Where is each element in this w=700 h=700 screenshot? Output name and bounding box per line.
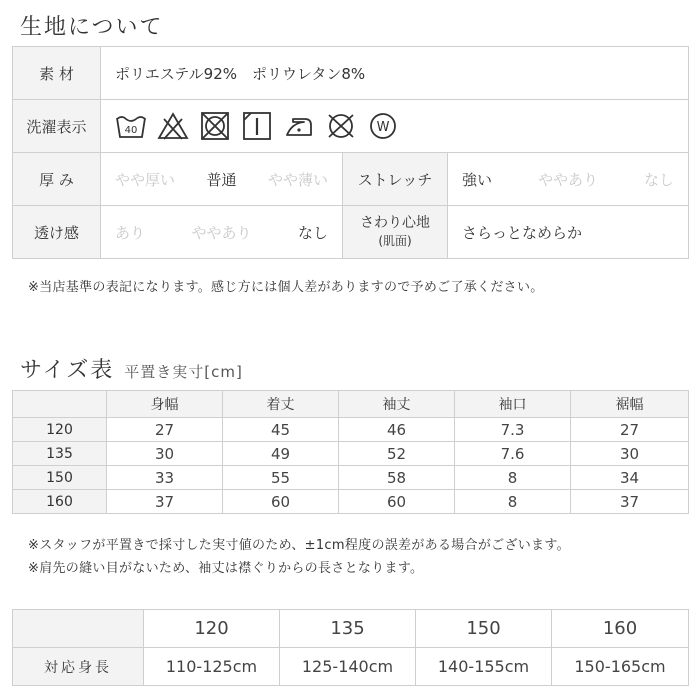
size-table-header-row xyxy=(13,391,689,418)
thickness-option: やや薄い xyxy=(267,170,328,189)
table-cell: 27 xyxy=(107,418,223,442)
thickness-label: 厚 み xyxy=(13,153,101,206)
stretch-option-selected: 強い xyxy=(462,170,493,189)
stretch-option: なし xyxy=(644,170,675,189)
table-cell: 30 xyxy=(571,442,689,466)
size-table xyxy=(12,390,689,514)
stretch-label: ストレッチ xyxy=(343,153,448,206)
table-cell: 52 xyxy=(339,442,455,466)
table-cell: 46 xyxy=(339,418,455,442)
row-size-label: 135 xyxy=(13,442,107,466)
no-bleach-icon xyxy=(157,110,189,142)
wash-40-icon xyxy=(115,110,147,142)
table-cell: 33 xyxy=(107,466,223,490)
fit-height-range: 125-140cm xyxy=(280,648,416,686)
no-tumble-dry-icon xyxy=(199,110,231,142)
transparency-label: 透け感 xyxy=(13,206,101,259)
fit-size-header: 135 xyxy=(280,610,416,648)
fit-size-header: 120 xyxy=(144,610,280,648)
table-cell: 45 xyxy=(223,418,339,442)
row-size-label: 160 xyxy=(13,490,107,514)
column-header: 身幅 xyxy=(107,391,223,418)
material-label: 素 材 xyxy=(13,47,101,100)
table-cell: 60 xyxy=(339,490,455,514)
thickness-option: やや厚い xyxy=(115,170,176,189)
size-section-subtitle: 平置き実寸[cm] xyxy=(124,363,243,381)
table-cell: 30 xyxy=(107,442,223,466)
row-size-label: 120 xyxy=(13,418,107,442)
fabric-section-title: 生地について xyxy=(20,15,164,40)
table-cell: 49 xyxy=(223,442,339,466)
column-header: 裾幅 xyxy=(571,391,689,418)
feel-label-line2: (肌面) xyxy=(378,234,412,248)
laundry-label: 洗濯表示 xyxy=(13,100,101,153)
column-header: 袖丈 xyxy=(339,391,455,418)
transparency-option-selected: なし xyxy=(297,223,328,242)
fit-size-row xyxy=(13,610,689,648)
table-cell: 60 xyxy=(223,490,339,514)
table-cell: 37 xyxy=(571,490,689,514)
wash-temp-text: 40 xyxy=(124,125,138,136)
fabric-table xyxy=(12,46,689,259)
iron-low-icon xyxy=(283,110,315,142)
table-cell: 34 xyxy=(571,466,689,490)
size-note-2: ※肩先の縫い目がないため、袖丈は襟ぐりからの長さとなります。 xyxy=(28,561,424,576)
size-section-title: サイズ表 xyxy=(20,358,115,383)
fit-table-corner xyxy=(13,610,144,648)
no-dry-clean-icon xyxy=(325,110,357,142)
table-cell: 55 xyxy=(223,466,339,490)
stretch-options xyxy=(448,153,689,206)
line-dry-shade-icon xyxy=(241,110,273,142)
table-row xyxy=(13,490,689,514)
fit-height-range: 150-165cm xyxy=(552,648,689,686)
table-cell: 8 xyxy=(455,466,571,490)
table-cell: 37 xyxy=(107,490,223,514)
feel-label xyxy=(343,206,448,259)
fit-height-range: 140-155cm xyxy=(416,648,552,686)
table-row xyxy=(13,418,689,442)
size-note-1: ※スタッフが平置きで採寸した実寸値のため、±1cm程度の誤差がある場合がございます。 xyxy=(28,538,570,553)
table-cell: 58 xyxy=(339,466,455,490)
laundry-symbols xyxy=(101,100,689,153)
transparency-option: あり xyxy=(115,223,146,242)
table-cell: 27 xyxy=(571,418,689,442)
fit-row-label: 対応身長 xyxy=(13,648,144,686)
thickness-options xyxy=(101,153,343,206)
wet-clean-icon xyxy=(367,110,399,142)
feel-label-line1: さわり心地 xyxy=(360,215,430,231)
table-row xyxy=(13,466,689,490)
fit-height-row xyxy=(13,648,689,686)
transparency-option: ややあり xyxy=(191,223,252,242)
stretch-option: ややあり xyxy=(538,170,599,189)
size-section-header xyxy=(20,353,243,384)
table-row xyxy=(13,442,689,466)
table-cell: 7.3 xyxy=(455,418,571,442)
fit-size-header: 160 xyxy=(552,610,689,648)
table-cell: 8 xyxy=(455,490,571,514)
fabric-note: ※当店基準の表記になります。感じ方には個人差がありますので予めご了承ください。 xyxy=(28,280,544,295)
feel-value: さらっとなめらか xyxy=(448,206,689,259)
table-cell: 7.6 xyxy=(455,442,571,466)
size-table-corner xyxy=(13,391,107,418)
material-value: ポリエステル92% ポリウレタン8% xyxy=(101,47,689,100)
column-header: 袖口 xyxy=(455,391,571,418)
fit-height-range: 110-125cm xyxy=(144,648,280,686)
fit-size-header: 150 xyxy=(416,610,552,648)
transparency-options xyxy=(101,206,343,259)
height-fit-table xyxy=(12,609,689,686)
wet-clean-letter: W xyxy=(376,120,390,135)
column-header: 着丈 xyxy=(223,391,339,418)
row-size-label: 150 xyxy=(13,466,107,490)
thickness-option-selected: 普通 xyxy=(206,170,237,189)
